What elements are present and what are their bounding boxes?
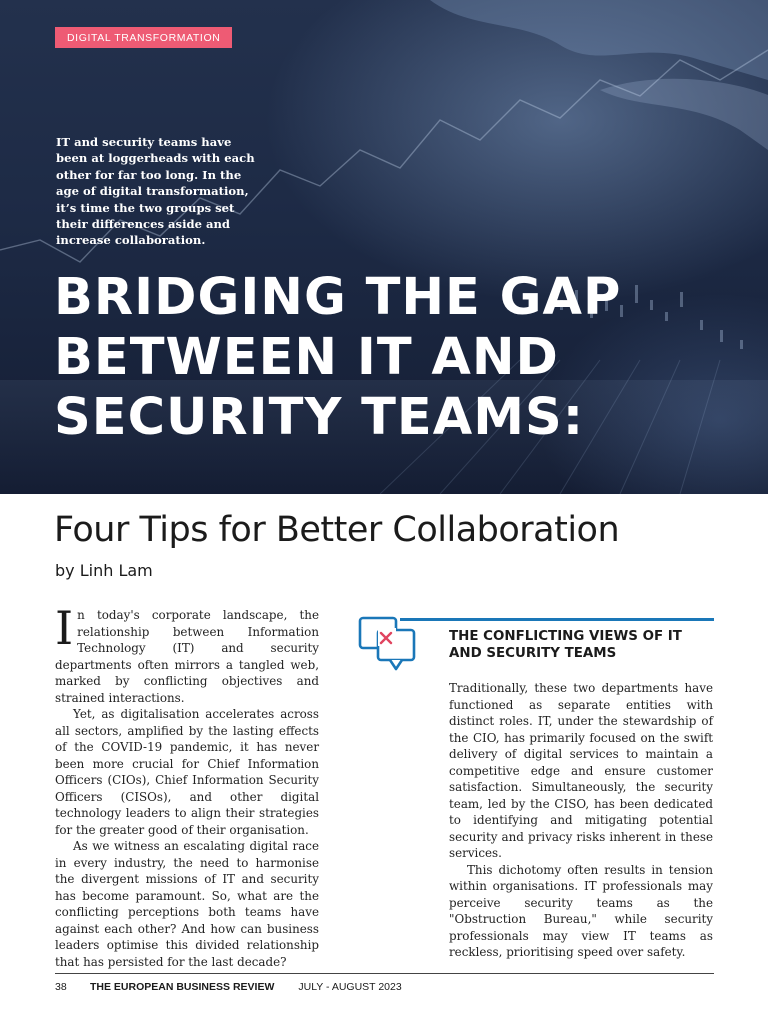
- section-accent-rule: [400, 618, 714, 621]
- headline-line: BETWEEN IT AND: [54, 328, 559, 387]
- page-footer: [55, 981, 402, 993]
- headline-line: SECURITY TEAMS:: [54, 388, 585, 447]
- publication-name: THE EUROPEAN BUSINESS REVIEW: [90, 981, 275, 993]
- body-paragraph: Traditionally, these two departments have functioned as separate entities with distinct roles. IT, under the stewardship of the CIO, has primarily focused on the swift delivery of digital services to maintain a competitive edge and ensure customer satisfaction. Simultaneously, the security team, led by the CISO, has been dedicated to identifying and mitigating potential security and privacy risks inherent in these services.: [449, 681, 713, 860]
- body-paragraph: This dichotomy often results in tension within organisations. IT professionals may perceive security teams as the "Obstruction Bureau," while security professionals may view IT teams as reckless, prioritising speed over safety.: [449, 862, 713, 959]
- article-subtitle: Four Tips for Better Collaboration: [54, 510, 620, 550]
- category-tag-label: DIGITAL TRANSFORMATION: [67, 31, 221, 44]
- drop-cap: I: [55, 601, 74, 655]
- body-paragraph: As we witness an escalating digital race in every industry, the need to harmonise the divergent missions of IT and security has become paramount. So, what are the conflicting perceptions both teams have against each other? And how can business leaders optimise this divided relationship that has persisted for the last decade?: [55, 839, 319, 969]
- body-paragraph: Yet, as digitalisation accelerates across all sectors, amplified by the lasting effects of the COVID-19 pandemic, it has never been more crucial for Chief Information Officers (CIOs), Chief Information Security Officers (CISOs), and other digital technology leaders to align their strategies for the greater good of their organisation.: [55, 707, 319, 837]
- hero-banner: [0, 0, 768, 494]
- paragraph-text: n today's corporate landscape, the relationship between Information Technology (IT) and security departments often mirrors a tangled web, marked by conflicting objectives and strained interactions.: [55, 608, 319, 705]
- chat-bubbles-conflict-icon: [358, 614, 420, 676]
- footer-divider: [55, 973, 714, 974]
- headline-line: BRIDGING THE GAP: [54, 268, 622, 327]
- page-number: 38: [55, 981, 67, 993]
- body-paragraph: [55, 601, 319, 706]
- category-tag[interactable]: [55, 27, 232, 48]
- intro-blurb: IT and security teams have been at loggerheads with each other for far too long. In the age of digital transformation, it’s time the two groups set their differences aside and increase collaboration.: [56, 135, 255, 248]
- right-column: [449, 680, 713, 961]
- section-heading: THE CONFLICTING VIEWS OF IT AND SECURITY TEAMS: [449, 629, 682, 661]
- left-column: [55, 601, 319, 970]
- issue-date: JULY - AUGUST 2023: [298, 981, 402, 993]
- article-headline: [54, 268, 744, 448]
- author-byline: by Linh Lam: [55, 561, 153, 580]
